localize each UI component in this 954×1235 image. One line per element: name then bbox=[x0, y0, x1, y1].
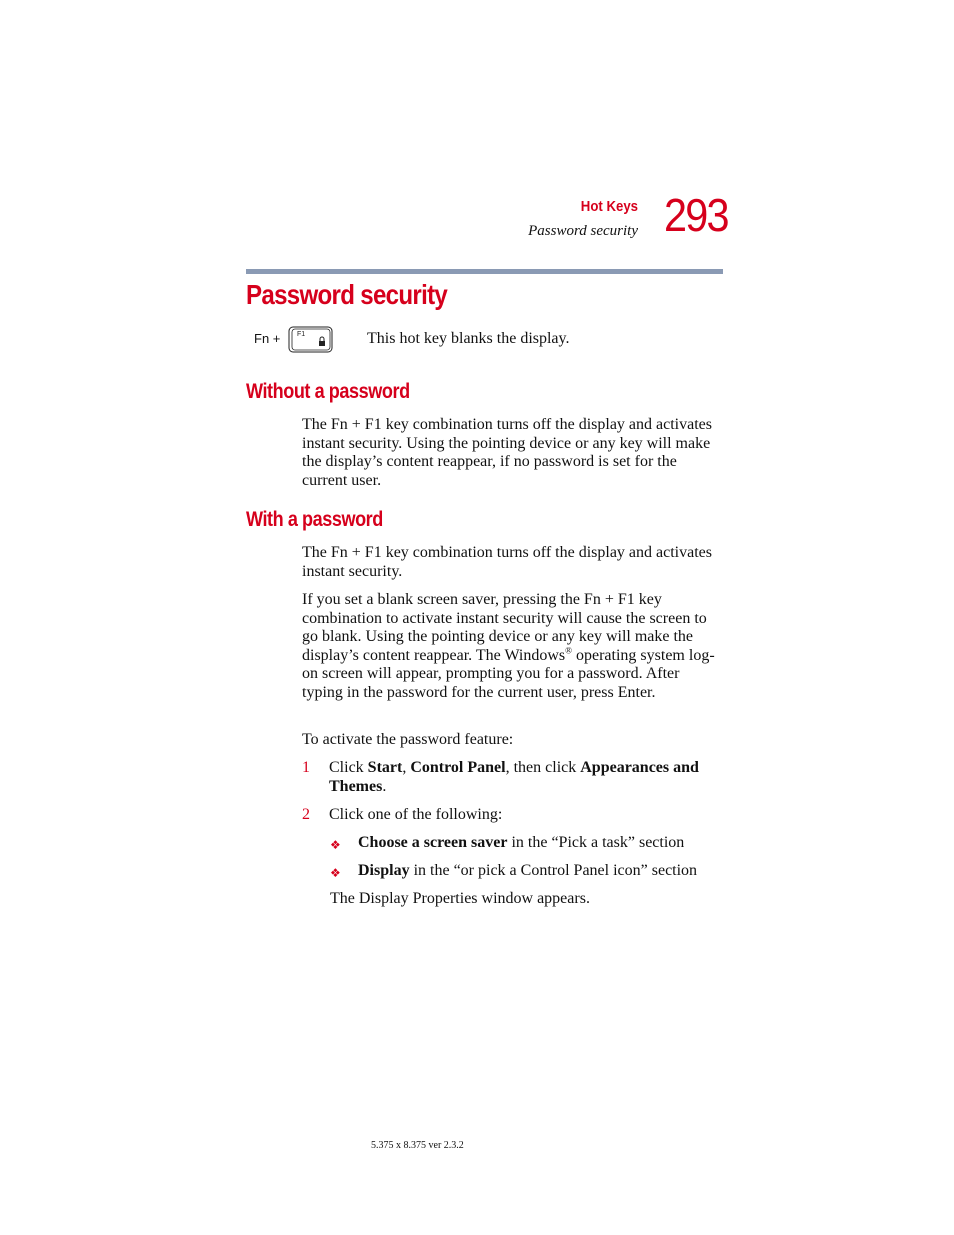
para2-before: If you set a blank screen saver, pressing the Fn + F1 key combination to activate instant security will cause the screen to go blank. Using the pointing device or any key will make the display’s content reappear. The Windows bbox=[302, 591, 707, 664]
bullet-1-rest: in the “Pick a task” section bbox=[507, 834, 685, 851]
bullet-1 bbox=[330, 834, 730, 853]
page-number: 293 bbox=[664, 189, 728, 241]
step-2 bbox=[302, 806, 722, 825]
with-password-para3-text: To activate the password feature: bbox=[302, 731, 514, 748]
with-password-para2-text bbox=[302, 591, 722, 703]
with-password-para1-text: The Fn + F1 key combination turns off the display and activates instant security. bbox=[302, 544, 712, 580]
with-password-para2 bbox=[302, 591, 722, 703]
result-text: The Display Properties window appears. bbox=[330, 890, 590, 907]
without-password-body bbox=[302, 416, 722, 490]
page-footer: 5.375 x 8.375 ver 2.3.2 bbox=[371, 1140, 464, 1151]
hotkey-description: This hot key blanks the display. bbox=[367, 330, 570, 347]
page-title: Password security bbox=[246, 279, 448, 310]
without-password-heading: Without a password bbox=[246, 380, 410, 403]
bullet-2-bold: Display bbox=[358, 862, 410, 879]
step-1-appearances: Appearances and Themes bbox=[329, 759, 699, 795]
step-1-number: 1 bbox=[302, 759, 310, 776]
para2-after: operating system log-on screen will appear, prompting you for a password. After typing in the password for the current user, press Enter. bbox=[302, 646, 715, 701]
with-password-para3 bbox=[302, 731, 722, 750]
step-1-t1: Click bbox=[329, 759, 368, 776]
f1-key-label: F1 bbox=[297, 331, 306, 338]
diamond-bullet-icon: ❖ bbox=[330, 838, 341, 852]
bullet-1-bold: Choose a screen saver bbox=[358, 834, 508, 851]
step-1-t2: , bbox=[402, 759, 411, 776]
running-header-subsection: Password security bbox=[528, 223, 638, 239]
header-rule bbox=[246, 269, 723, 274]
step-1-t3: , then click bbox=[505, 759, 581, 776]
step-1-text bbox=[329, 759, 722, 796]
bullet-1-text bbox=[358, 834, 730, 853]
step-1-t4: . bbox=[382, 777, 387, 795]
bullet-2 bbox=[330, 862, 730, 881]
without-password-text: The Fn + F1 key combination turns off the display and activates instant security. Using the pointing device or any key will make the display’s content reappear, if no password is set for the current user. bbox=[302, 416, 712, 489]
step-2-text: Click one of the following: bbox=[329, 806, 503, 823]
step-1-start: Start bbox=[367, 759, 403, 776]
step-1 bbox=[302, 759, 722, 796]
diamond-bullet-icon: ❖ bbox=[330, 866, 341, 880]
with-password-para1 bbox=[302, 544, 722, 581]
running-header-section: Hot Keys bbox=[580, 198, 638, 215]
f1-keycap bbox=[288, 326, 332, 352]
with-password-heading: With a password bbox=[246, 508, 383, 531]
step-2-number: 2 bbox=[302, 806, 310, 823]
bullet-2-rest: in the “or pick a Control Panel icon” section bbox=[409, 862, 698, 879]
hotkey-prefix: Fn + bbox=[254, 331, 281, 346]
step-1-control-panel: Control Panel bbox=[410, 759, 506, 776]
bullet-2-text bbox=[358, 862, 730, 881]
registered-mark: ® bbox=[565, 645, 572, 656]
